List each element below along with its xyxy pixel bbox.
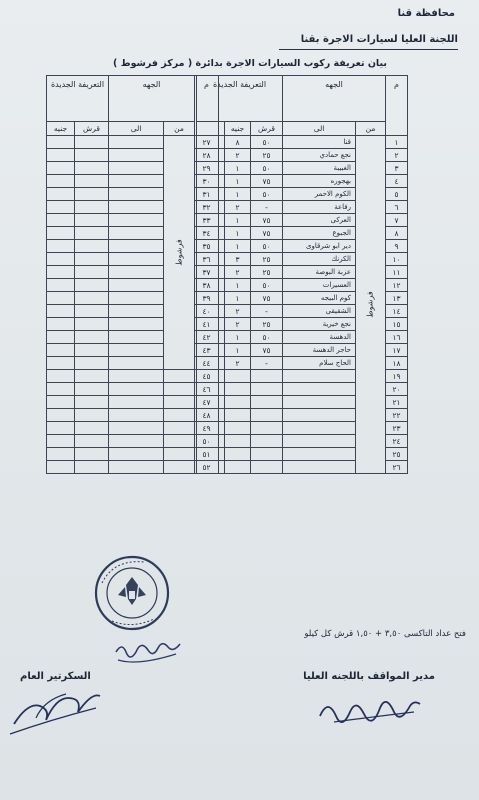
to-cell bbox=[283, 435, 356, 448]
piaster-header: قرش bbox=[251, 122, 283, 136]
to-cell bbox=[109, 305, 164, 318]
pound-cell: ٢ bbox=[225, 318, 251, 331]
row-number: ٤٩ bbox=[195, 422, 219, 435]
from-header: من bbox=[356, 122, 386, 136]
manager-signature-icon bbox=[314, 690, 424, 730]
piaster-cell: ٧٥ bbox=[251, 214, 283, 227]
pound-header: جنيه bbox=[47, 122, 75, 136]
secretary-title: السكرتير العام bbox=[20, 671, 91, 682]
piaster-cell: ٧٥ bbox=[251, 292, 283, 305]
row-number: ٣٠ bbox=[195, 175, 219, 188]
to-cell bbox=[283, 396, 356, 409]
piaster-cell: ٧٥ bbox=[251, 227, 283, 240]
row-number: ٦ bbox=[386, 201, 408, 214]
to-cell bbox=[109, 227, 164, 240]
pound-cell bbox=[47, 188, 75, 201]
to-cell: كوم البيجه bbox=[283, 292, 356, 305]
pound-cell bbox=[47, 331, 75, 344]
to-cell bbox=[283, 409, 356, 422]
to-cell bbox=[109, 435, 164, 448]
piaster-cell bbox=[75, 162, 109, 175]
official-stamp-icon bbox=[92, 553, 172, 633]
from-cell bbox=[164, 409, 195, 422]
committee-heading: اللجنة العليا لسيارات الاجرة بقنا bbox=[300, 34, 458, 45]
from-label: فرشوط bbox=[365, 291, 375, 318]
piaster-cell bbox=[75, 279, 109, 292]
pound-cell: ٨ bbox=[225, 136, 251, 149]
to-cell bbox=[283, 370, 356, 383]
piaster-cell: - bbox=[251, 357, 283, 370]
row-number: ٤٤ bbox=[195, 357, 219, 370]
piaster-cell: - bbox=[251, 305, 283, 318]
table-row bbox=[47, 448, 219, 461]
row-number: ٢٥ bbox=[386, 448, 408, 461]
header-row bbox=[47, 76, 219, 122]
row-number: ٧ bbox=[386, 214, 408, 227]
to-cell: بهجوره bbox=[283, 175, 356, 188]
to-cell: الكرنك bbox=[283, 253, 356, 266]
to-cell bbox=[109, 149, 164, 162]
from-header: من bbox=[164, 122, 195, 136]
to-cell: دير ابو شرقاوى bbox=[283, 240, 356, 253]
table-row bbox=[47, 383, 219, 396]
to-cell bbox=[109, 279, 164, 292]
to-cell: الحاج سلام bbox=[283, 357, 356, 370]
piaster-cell: ٥٠ bbox=[251, 188, 283, 201]
to-cell: الغبيبة bbox=[283, 162, 356, 175]
row-number: ٣٤ bbox=[195, 227, 219, 240]
row-number: ٥٠ bbox=[195, 435, 219, 448]
row-number: ٣٨ bbox=[195, 279, 219, 292]
to-cell bbox=[109, 461, 164, 474]
new-tariff-header: التعريفة الجديدة bbox=[197, 76, 283, 122]
to-cell bbox=[283, 461, 356, 474]
piaster-cell: ٥٠ bbox=[251, 279, 283, 292]
row-number: ١٤ bbox=[386, 305, 408, 318]
table-row bbox=[47, 396, 219, 409]
pound-cell: ٢ bbox=[225, 149, 251, 162]
piaster-cell bbox=[75, 227, 109, 240]
pound-cell: ١ bbox=[225, 240, 251, 253]
pound-cell bbox=[47, 448, 75, 461]
table-row bbox=[47, 409, 219, 422]
row-number: ٤٦ bbox=[195, 383, 219, 396]
pound-cell: ١ bbox=[225, 292, 251, 305]
row-number: ٣٣ bbox=[195, 214, 219, 227]
to-cell: عزبة البوصة bbox=[283, 266, 356, 279]
pound-header: جنيه bbox=[225, 122, 251, 136]
table-row bbox=[47, 422, 219, 435]
pound-cell: ١ bbox=[225, 227, 251, 240]
pound-cell bbox=[47, 266, 75, 279]
pound-cell bbox=[47, 279, 75, 292]
piaster-cell bbox=[75, 318, 109, 331]
pound-cell: ٢ bbox=[225, 266, 251, 279]
to-cell bbox=[109, 214, 164, 227]
to-cell bbox=[109, 409, 164, 422]
table-row bbox=[197, 136, 408, 149]
piaster-cell: ٧٥ bbox=[251, 344, 283, 357]
num-header: م bbox=[386, 76, 408, 136]
to-cell bbox=[283, 383, 356, 396]
row-number: ٢٧ bbox=[195, 136, 219, 149]
table-row bbox=[47, 435, 219, 448]
piaster-header: قرش bbox=[75, 122, 109, 136]
row-number: ٢ bbox=[386, 149, 408, 162]
piaster-cell bbox=[251, 396, 283, 409]
row-number: ٢٨ bbox=[195, 149, 219, 162]
to-cell bbox=[109, 240, 164, 253]
row-number: ٢٢ bbox=[386, 409, 408, 422]
pound-cell bbox=[47, 305, 75, 318]
piaster-cell bbox=[75, 292, 109, 305]
pound-cell bbox=[225, 409, 251, 422]
num-header: م bbox=[195, 76, 219, 136]
piaster-cell bbox=[75, 188, 109, 201]
to-cell: العسيرات bbox=[283, 279, 356, 292]
to-cell bbox=[109, 331, 164, 344]
from-cell bbox=[164, 461, 195, 474]
table-title: بيان تعريفة ركوب السيارات الاجرة بدائرة ( مركز فرشوط ) bbox=[113, 58, 387, 69]
pound-cell bbox=[47, 435, 75, 448]
to-cell bbox=[109, 175, 164, 188]
row-number: ٢٦ bbox=[386, 461, 408, 474]
piaster-cell: ٢٥ bbox=[251, 266, 283, 279]
pound-cell bbox=[47, 409, 75, 422]
row-number: ٨ bbox=[386, 227, 408, 240]
piaster-cell: ٢٥ bbox=[251, 318, 283, 331]
row-number: ٤٠ bbox=[195, 305, 219, 318]
row-number: ١٨ bbox=[386, 357, 408, 370]
row-number: ٣٥ bbox=[195, 240, 219, 253]
from-cell bbox=[164, 396, 195, 409]
tariff-table-left bbox=[46, 75, 219, 474]
row-number: ٣١ bbox=[195, 188, 219, 201]
row-number: ٤٥ bbox=[195, 370, 219, 383]
row-number: ٤٣ bbox=[195, 344, 219, 357]
piaster-cell: ٥٠ bbox=[251, 240, 283, 253]
row-number: ٣٩ bbox=[195, 292, 219, 305]
to-cell bbox=[109, 357, 164, 370]
from-cell bbox=[164, 370, 195, 383]
to-cell bbox=[109, 344, 164, 357]
row-number: ٣٦ bbox=[195, 253, 219, 266]
piaster-cell bbox=[251, 422, 283, 435]
piaster-cell bbox=[251, 409, 283, 422]
pound-cell: ٢ bbox=[225, 357, 251, 370]
pound-cell bbox=[47, 214, 75, 227]
pound-cell bbox=[47, 227, 75, 240]
from-cell bbox=[164, 422, 195, 435]
pound-cell bbox=[47, 240, 75, 253]
piaster-cell bbox=[75, 370, 109, 383]
to-cell bbox=[109, 136, 164, 149]
row-number: ٥١ bbox=[195, 448, 219, 461]
pound-cell bbox=[47, 175, 75, 188]
piaster-cell bbox=[75, 422, 109, 435]
row-number: ٢٩ bbox=[195, 162, 219, 175]
pound-cell bbox=[47, 422, 75, 435]
pound-cell: ١ bbox=[225, 162, 251, 175]
row-number: ٢١ bbox=[386, 396, 408, 409]
pound-cell bbox=[225, 370, 251, 383]
piaster-cell bbox=[75, 396, 109, 409]
row-number: ١٢ bbox=[386, 279, 408, 292]
piaster-cell bbox=[75, 357, 109, 370]
piaster-cell bbox=[75, 383, 109, 396]
pound-cell: ١ bbox=[225, 214, 251, 227]
to-cell: الدهسة bbox=[283, 331, 356, 344]
pound-cell bbox=[47, 461, 75, 474]
piaster-cell bbox=[75, 149, 109, 162]
to-header: الى bbox=[283, 122, 356, 136]
table-row bbox=[47, 370, 219, 383]
header-row bbox=[197, 76, 408, 122]
row-number: ٤٧ bbox=[195, 396, 219, 409]
row-number: ٣٧ bbox=[195, 266, 219, 279]
to-cell bbox=[109, 448, 164, 461]
piaster-cell bbox=[75, 344, 109, 357]
row-number: ٣٢ bbox=[195, 201, 219, 214]
pound-cell bbox=[47, 149, 75, 162]
row-number: ٣ bbox=[386, 162, 408, 175]
from-cell bbox=[164, 448, 195, 461]
secretary-signature-icon bbox=[6, 680, 104, 738]
pound-cell: ٢ bbox=[225, 305, 251, 318]
to-cell bbox=[283, 422, 356, 435]
pound-cell bbox=[47, 253, 75, 266]
piaster-cell bbox=[75, 136, 109, 149]
row-number: ١٥ bbox=[386, 318, 408, 331]
to-cell bbox=[109, 292, 164, 305]
piaster-cell bbox=[75, 305, 109, 318]
piaster-cell bbox=[251, 383, 283, 396]
from-cell bbox=[356, 136, 386, 474]
to-cell bbox=[109, 383, 164, 396]
to-cell: العركى bbox=[283, 214, 356, 227]
from-cell bbox=[164, 136, 195, 370]
to-cell bbox=[283, 448, 356, 461]
manager-title: مدير المواقف باللجنه العليا bbox=[303, 671, 435, 682]
pound-cell bbox=[47, 357, 75, 370]
to-cell: حاجر الدهسة bbox=[283, 344, 356, 357]
row-number: ٩ bbox=[386, 240, 408, 253]
to-cell bbox=[109, 253, 164, 266]
direction-header: الجهه bbox=[109, 76, 195, 122]
row-number: ١ bbox=[386, 136, 408, 149]
pound-cell bbox=[47, 162, 75, 175]
row-number: ٥٢ bbox=[195, 461, 219, 474]
piaster-cell: - bbox=[251, 201, 283, 214]
to-cell: نجع خيرية bbox=[283, 318, 356, 331]
pound-cell bbox=[47, 201, 75, 214]
pound-cell bbox=[225, 422, 251, 435]
to-cell bbox=[109, 422, 164, 435]
piaster-cell: ٥٠ bbox=[251, 331, 283, 344]
piaster-cell bbox=[75, 253, 109, 266]
pound-cell: ١ bbox=[225, 331, 251, 344]
to-cell bbox=[109, 266, 164, 279]
piaster-cell bbox=[251, 461, 283, 474]
row-number: ٢٠ bbox=[386, 383, 408, 396]
pound-cell bbox=[47, 318, 75, 331]
to-cell: الكوم الاحمر bbox=[283, 188, 356, 201]
pound-cell bbox=[225, 396, 251, 409]
pound-cell bbox=[47, 344, 75, 357]
direction-header: الجهه bbox=[283, 76, 386, 122]
meter-note: فتح عداد التاكسى ٣,٥٠ + ١,٥٠ قرش كل كيلو bbox=[304, 629, 466, 639]
from-cell bbox=[164, 383, 195, 396]
piaster-cell bbox=[75, 448, 109, 461]
new-tariff-header: التعريفة الجديدة bbox=[47, 76, 109, 122]
pound-cell bbox=[47, 370, 75, 383]
piaster-cell bbox=[75, 201, 109, 214]
pound-cell bbox=[225, 448, 251, 461]
row-number: ٤٢ bbox=[195, 331, 219, 344]
pound-cell bbox=[47, 383, 75, 396]
row-number: ١٩ bbox=[386, 370, 408, 383]
from-label: فرشوط bbox=[174, 239, 184, 266]
piaster-cell bbox=[251, 370, 283, 383]
pound-cell bbox=[47, 292, 75, 305]
from-cell bbox=[164, 435, 195, 448]
subheader-row bbox=[197, 122, 408, 136]
row-number: ٥ bbox=[386, 188, 408, 201]
row-number: ١٧ bbox=[386, 344, 408, 357]
pound-cell: ١ bbox=[225, 279, 251, 292]
piaster-cell: ٥٠ bbox=[251, 136, 283, 149]
handwritten-number-icon bbox=[112, 636, 184, 668]
to-cell: الشقيقى bbox=[283, 305, 356, 318]
row-number: ٤١ bbox=[195, 318, 219, 331]
row-number: ١٣ bbox=[386, 292, 408, 305]
pound-cell bbox=[225, 435, 251, 448]
heading-underline bbox=[279, 49, 458, 50]
to-cell: الجبوع bbox=[283, 227, 356, 240]
to-cell bbox=[109, 396, 164, 409]
piaster-cell bbox=[75, 461, 109, 474]
to-cell bbox=[109, 318, 164, 331]
row-number: ٤ bbox=[386, 175, 408, 188]
row-number: ١٦ bbox=[386, 331, 408, 344]
tariff-table-right bbox=[196, 75, 408, 474]
row-number: ٤٨ bbox=[195, 409, 219, 422]
pound-cell bbox=[225, 461, 251, 474]
pound-cell: ٣ bbox=[225, 253, 251, 266]
row-number: ٢٤ bbox=[386, 435, 408, 448]
piaster-cell bbox=[75, 266, 109, 279]
to-cell bbox=[109, 201, 164, 214]
subheader-row bbox=[47, 122, 219, 136]
pound-cell bbox=[47, 396, 75, 409]
to-cell: قنا bbox=[283, 136, 356, 149]
pound-cell bbox=[225, 383, 251, 396]
row-number: ٢٣ bbox=[386, 422, 408, 435]
to-cell: نجع حمادي bbox=[283, 149, 356, 162]
to-cell bbox=[109, 370, 164, 383]
piaster-cell bbox=[251, 435, 283, 448]
pound-cell: ١ bbox=[225, 188, 251, 201]
piaster-cell bbox=[251, 448, 283, 461]
row-number: ١٠ bbox=[386, 253, 408, 266]
piaster-cell bbox=[75, 409, 109, 422]
governorate-heading: محافظة قنا bbox=[397, 8, 455, 19]
piaster-cell: ٥٠ bbox=[251, 162, 283, 175]
to-cell bbox=[109, 188, 164, 201]
piaster-cell bbox=[75, 240, 109, 253]
pound-cell: ٢ bbox=[225, 201, 251, 214]
to-cell bbox=[109, 162, 164, 175]
piaster-cell bbox=[75, 435, 109, 448]
piaster-cell: ٢٥ bbox=[251, 149, 283, 162]
row-number: ١١ bbox=[386, 266, 408, 279]
piaster-cell: ٢٥ bbox=[251, 253, 283, 266]
piaster-cell: ٧٥ bbox=[251, 175, 283, 188]
table-row bbox=[47, 136, 219, 149]
piaster-cell bbox=[75, 331, 109, 344]
pound-cell: ١ bbox=[225, 175, 251, 188]
table-row bbox=[47, 461, 219, 474]
to-cell: رفاعة bbox=[283, 201, 356, 214]
piaster-cell bbox=[75, 175, 109, 188]
to-header: الى bbox=[109, 122, 164, 136]
piaster-cell bbox=[75, 214, 109, 227]
pound-cell: ١ bbox=[225, 344, 251, 357]
pound-cell bbox=[47, 136, 75, 149]
